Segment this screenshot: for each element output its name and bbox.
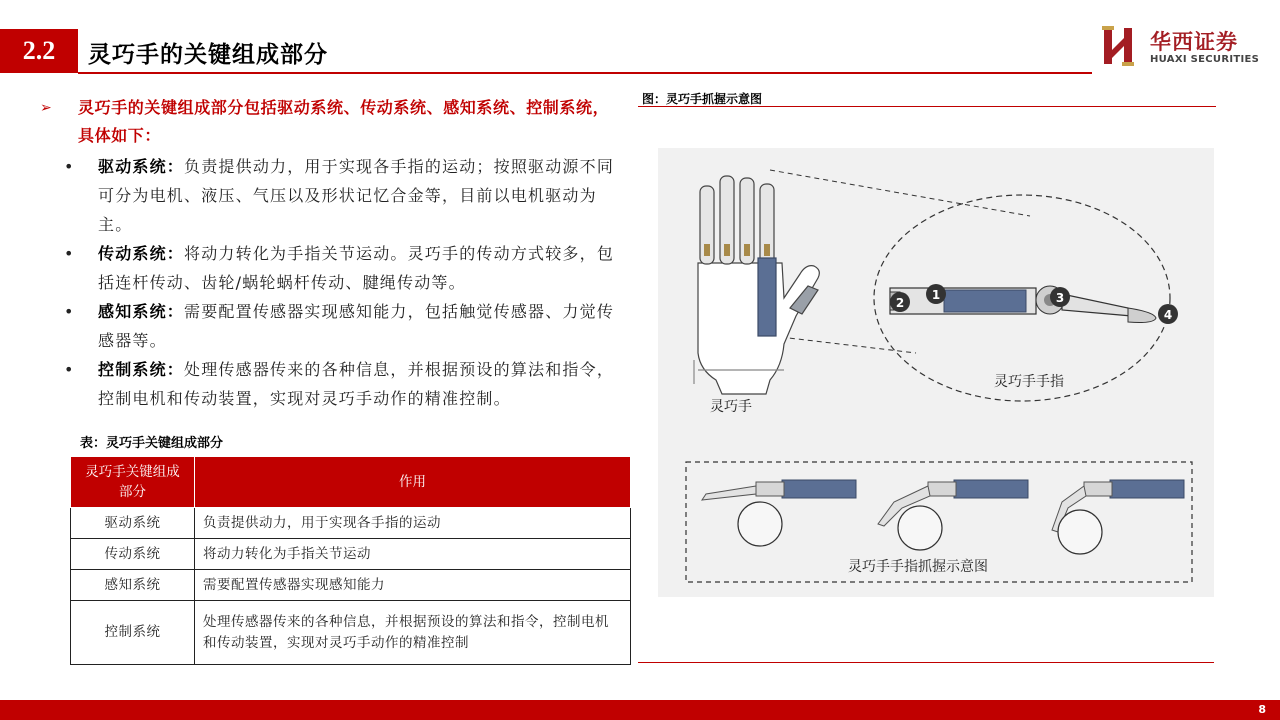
grasp-step-1-icon — [702, 480, 856, 546]
table-cell: 传动系统 — [71, 539, 195, 570]
component-list — [60, 152, 620, 413]
marker-label: 2 — [895, 296, 905, 310]
list-item-desc: 需要配置传感器实现感知能力，包括触觉传感器、力觉传感器等。 — [98, 302, 615, 350]
list-item-desc: 将动力转化为手指关节运动。灵巧手的传动方式较多，包括连杆传动、齿轮/蜗轮蜗杆传动、腱绳传动等。 — [98, 244, 615, 292]
list-item — [60, 239, 620, 297]
table-row — [71, 601, 631, 665]
table-header-cell: 灵巧手关键组成部分 — [71, 457, 195, 508]
table-row — [71, 539, 631, 570]
table-cell: 负责提供动力，用于实现各手指的运动 — [195, 508, 631, 539]
intro-paragraph — [40, 94, 620, 150]
brand-name-en: HUAXI SECURITIES — [1150, 54, 1260, 65]
list-item-term: 驱动系统： — [98, 157, 185, 176]
list-item-desc: 处理传感器传来的各种信息，并根据预设的算法和指令，控制电机和传动装置，实现对灵巧手动作的精准控制。 — [98, 360, 615, 408]
components-table — [70, 456, 631, 665]
grasp-step-2-icon — [878, 480, 1028, 550]
list-item-term: 控制系统： — [98, 360, 185, 379]
marker-label: 3 — [1055, 291, 1065, 305]
table-cell: 需要配置传感器实现感知能力 — [195, 570, 631, 601]
list-item-term: 感知系统： — [98, 302, 185, 321]
list-item — [60, 355, 620, 413]
hand-label: 灵巧手 — [710, 399, 752, 415]
arrow-bullet-icon: ➢ — [40, 100, 52, 116]
grasp-step-3-icon — [1052, 480, 1184, 554]
brand-name-cn: 华西证券 — [1150, 29, 1238, 54]
bullet-dot-icon: • — [64, 360, 75, 379]
page-number: 8 — [1258, 703, 1266, 716]
marker-label: 1 — [931, 288, 941, 302]
table-caption: 表：灵巧手关键组成部分 — [80, 436, 224, 451]
table-cell: 处理传感器传来的各种信息，并根据预设的算法和指令，控制电机和传动装置，实现对灵巧手动作的精准控制 — [195, 601, 631, 665]
table-row — [71, 570, 631, 601]
table-cell: 感知系统 — [71, 570, 195, 601]
intro-text: 灵巧手的关键组成部分包括驱动系统、传动系统、感知系统、控制系统，具体如下： — [78, 98, 610, 145]
header-divider — [78, 72, 1092, 74]
table-header-cell: 作用 — [195, 457, 631, 508]
list-item — [60, 297, 620, 355]
figure-bottom-divider — [638, 662, 1214, 663]
grasp-label: 灵巧手手指抓握示意图 — [848, 559, 988, 575]
footer-bar — [0, 700, 1280, 720]
bullet-dot-icon: • — [64, 244, 75, 263]
robot-hand-icon — [694, 176, 819, 394]
table-row — [71, 508, 631, 539]
hand-illustration — [658, 148, 1214, 597]
list-item — [60, 152, 620, 239]
list-item-term: 传动系统： — [98, 244, 185, 263]
figure-caption: 图：灵巧手抓握示意图 — [642, 92, 763, 106]
page-title: 灵巧手的关键组成部分 — [88, 42, 328, 68]
bullet-dot-icon: • — [64, 302, 75, 321]
table-cell: 将动力转化为手指关节运动 — [195, 539, 631, 570]
list-item-desc: 负责提供动力，用于实现各手指的运动；按照驱动源不同可分为电机、液压、气压以及形状记忆合金等，目前以电机驱动为主。 — [98, 157, 615, 234]
figure-caption-divider — [638, 106, 1216, 107]
table-cell: 驱动系统 — [71, 508, 195, 539]
table-header-row — [71, 457, 631, 508]
huaxi-logo-icon — [1100, 24, 1140, 68]
bullet-dot-icon: • — [64, 157, 75, 176]
section-number: 2.2 — [0, 29, 78, 73]
brand-logo — [1100, 24, 1270, 70]
finger-label: 灵巧手手指 — [994, 374, 1064, 390]
dexterous-hand-figure — [658, 148, 1214, 597]
table-cell: 控制系统 — [71, 601, 195, 665]
marker-label: 4 — [1163, 308, 1173, 322]
